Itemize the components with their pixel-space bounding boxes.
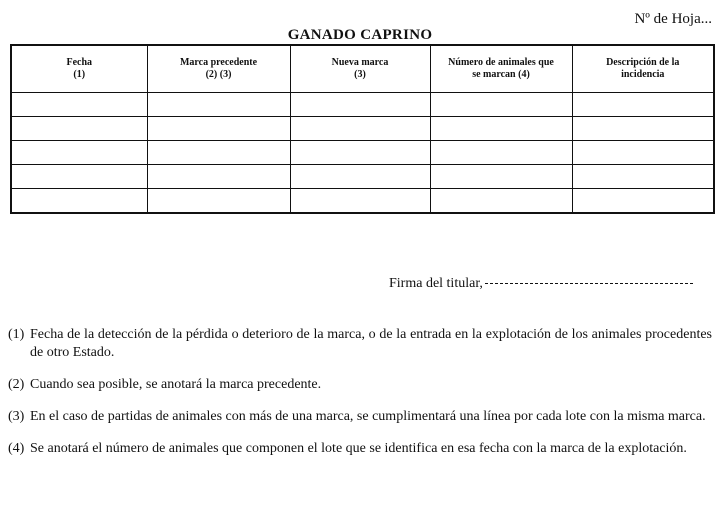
- table-cell[interactable]: [430, 93, 572, 117]
- table-cell[interactable]: [290, 164, 430, 188]
- footnote-item: [8, 440, 712, 458]
- table-cell[interactable]: [290, 116, 430, 140]
- signature-label: Firma del titular,: [389, 276, 483, 291]
- livestock-record-table: [10, 44, 715, 214]
- table-cell[interactable]: [572, 116, 714, 140]
- column-header-marca-precedente: [147, 45, 290, 93]
- column-header-line: (2) (3): [205, 69, 232, 80]
- table-row: [11, 188, 714, 213]
- table-cell[interactable]: [290, 93, 430, 117]
- table-row: [11, 116, 714, 140]
- footnote-item: [8, 376, 712, 394]
- table-cell[interactable]: [147, 93, 290, 117]
- sheet-number-label: Nº de Hoja...: [634, 11, 712, 27]
- column-header-line: incidencia: [621, 69, 665, 80]
- table-cell[interactable]: [430, 164, 572, 188]
- table-cell[interactable]: [430, 140, 572, 164]
- table-cell[interactable]: [572, 188, 714, 213]
- column-header-line: se marcan (4): [472, 69, 530, 80]
- table-cell[interactable]: [147, 188, 290, 213]
- column-header-line: Fecha: [66, 57, 93, 68]
- footnotes: [8, 326, 712, 472]
- column-header-nueva-marca: [290, 45, 430, 93]
- footnote-text: En el caso de partidas de animales con más de una marca, se cumplimentará una línea por cada lote con la misma marca.: [30, 409, 706, 424]
- footnote-text: Fecha de la detección de la pérdida o deterioro de la marca, o de la entrada en la explotación de los animales procedentes de otro Estado.: [30, 327, 712, 360]
- footnote-text: Cuando sea posible, se anotará la marca precedente.: [30, 377, 322, 392]
- page-title: GANADO CAPRINO: [287, 27, 433, 43]
- footnote-item: [8, 326, 712, 362]
- column-header-fecha: [11, 45, 147, 93]
- table-cell[interactable]: [11, 140, 147, 164]
- table-row: [11, 93, 714, 117]
- table-cell[interactable]: [430, 188, 572, 213]
- table-cell[interactable]: [11, 164, 147, 188]
- table-header-row: [11, 45, 714, 93]
- footnote-number: (4): [8, 441, 25, 456]
- footnote-text: Se anotará el número de animales que componen el lote que se identifica en esa fecha con la marca de la explotación.: [30, 441, 687, 456]
- table-cell[interactable]: [572, 140, 714, 164]
- table-cell[interactable]: [290, 140, 430, 164]
- table-cell[interactable]: [147, 164, 290, 188]
- column-header-line: Marca precedente: [179, 57, 258, 68]
- signature-line: [389, 276, 693, 292]
- table-row: [11, 164, 714, 188]
- table-cell[interactable]: [430, 116, 572, 140]
- table-row: [11, 140, 714, 164]
- column-header-numero-animales: [430, 45, 572, 93]
- footnote-item: [8, 408, 712, 426]
- column-header-line: Número de animales que: [448, 57, 554, 68]
- table-cell[interactable]: [11, 116, 147, 140]
- table-cell[interactable]: [11, 93, 147, 117]
- column-header-line: Descripción de la: [606, 57, 680, 68]
- table-cell[interactable]: [290, 188, 430, 213]
- signature-field[interactable]: [485, 283, 693, 284]
- footnote-number: (3): [8, 409, 25, 424]
- table-cell[interactable]: [147, 140, 290, 164]
- column-header-line: (3): [354, 69, 366, 80]
- column-header-line: (1): [73, 69, 86, 80]
- table-cell[interactable]: [572, 93, 714, 117]
- footnote-number: (2): [8, 377, 25, 392]
- table-cell[interactable]: [572, 164, 714, 188]
- table-cell[interactable]: [11, 188, 147, 213]
- table-cell[interactable]: [147, 116, 290, 140]
- footnote-number: (1): [8, 327, 25, 342]
- column-header-descripcion: [572, 45, 714, 93]
- column-header-line: Nueva marca: [331, 57, 389, 68]
